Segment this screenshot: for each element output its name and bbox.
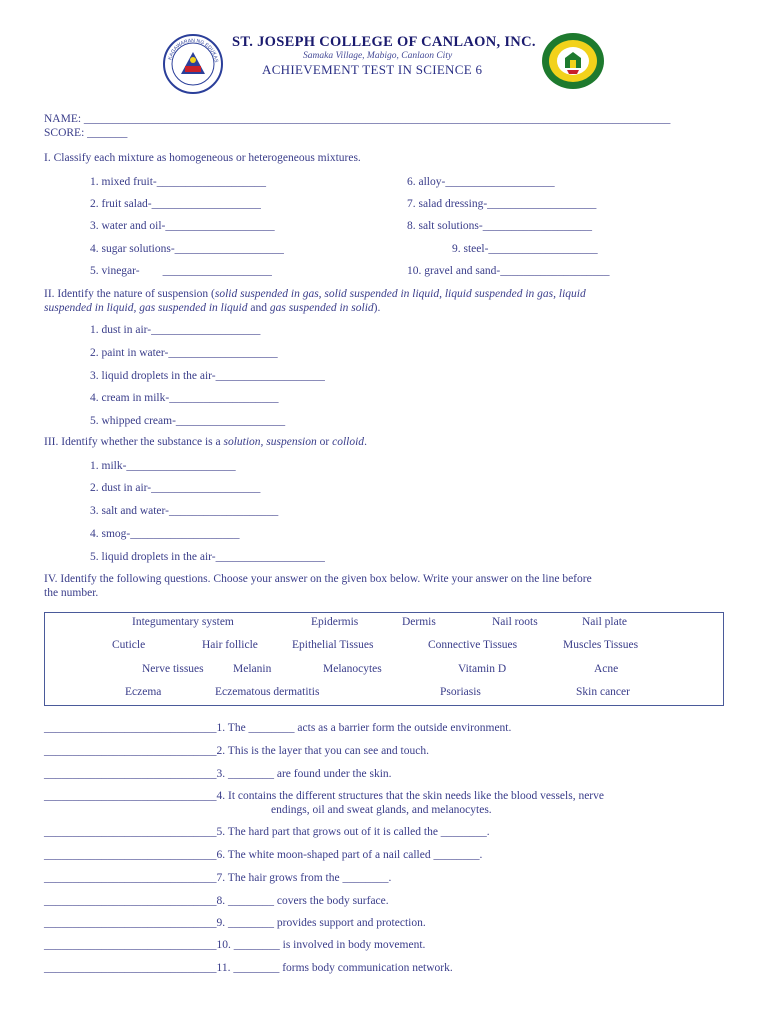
part1-item[interactable]: 1. mixed fruit-___________________ — [90, 176, 266, 188]
part3-instruction: III. Identify whether the substance is a solution, suspension or colloid. — [44, 436, 367, 448]
part3-item[interactable]: 2. dust in air-___________________ — [90, 482, 261, 494]
answer-blank[interactable]: ______________________________ — [44, 917, 217, 929]
part4-instruction-line2: the number. — [44, 587, 99, 599]
word-bank-item: Nail roots — [492, 616, 538, 628]
word-bank-item: Melanin — [233, 663, 272, 675]
part4-question-row — [44, 745, 429, 757]
part2-instruction-line1: II. Identify the nature of suspension (solid suspended in gas, solid suspended in liquid, liquid suspended in gas, liquid — [44, 288, 586, 300]
part1-item[interactable]: 8. salt solutions-___________________ — [407, 220, 592, 232]
answer-blank[interactable]: ______________________________ — [44, 722, 217, 734]
name-field[interactable]: NAME: ______________________________________________________________________________________________________ — [44, 113, 671, 125]
part4-question-row — [44, 895, 389, 907]
part2-item[interactable]: 1. dust in air-___________________ — [90, 324, 261, 336]
word-bank-box — [44, 612, 724, 706]
deped-seal-logo — [163, 34, 223, 94]
answer-blank[interactable]: ______________________________ — [44, 962, 217, 974]
word-bank-item: Dermis — [402, 616, 436, 628]
part1-item[interactable]: 9. steel-___________________ — [452, 243, 598, 255]
word-bank-item: Nail plate — [582, 616, 628, 628]
word-bank-item: Acne — [594, 663, 619, 675]
part3-item[interactable]: 5. liquid droplets in the air-___________________ — [90, 551, 325, 563]
part3-item[interactable]: 1. milk-___________________ — [90, 460, 236, 472]
answer-blank[interactable]: ______________________________ — [44, 849, 217, 861]
question-text: 10. ________ is involved in body movement. — [216, 939, 426, 951]
question-text: 8. ________ covers the body surface. — [216, 895, 389, 907]
part2-item[interactable]: 3. liquid droplets in the air-___________________ — [90, 370, 325, 382]
answer-blank[interactable]: ______________________________ — [44, 826, 217, 838]
part4-instruction-line1: IV. Identify the following questions. Choose your answer on the given box below. Write your answer on the line before — [44, 573, 592, 585]
part4-question-row — [44, 768, 392, 780]
question-text: 3. ________ are found under the skin. — [216, 768, 392, 780]
part1-instruction: I. Classify each mixture as homogeneous or heterogeneous mixtures. — [44, 152, 361, 164]
part4-question-row — [44, 872, 391, 884]
part1-item[interactable]: 3. water and oil-___________________ — [90, 220, 275, 232]
score-field[interactable]: SCORE: _______ — [44, 127, 128, 139]
part4-question-row — [44, 722, 511, 734]
word-bank-item: Vitamin D — [458, 663, 507, 675]
part1-item[interactable]: 4. sugar solutions-___________________ — [90, 243, 284, 255]
question-text: 5. The hard part that grows out of it is called the ________. — [216, 826, 490, 838]
word-bank-item: Integumentary system — [132, 616, 234, 628]
answer-blank[interactable]: ______________________________ — [44, 872, 217, 884]
svg-text:KAGAWARAN NG EDUKASYON: KAGAWARAN NG EDUKAS — [167, 37, 219, 63]
word-bank-item: Eczematous dermatitis — [215, 686, 320, 698]
word-bank-item: Epithelial Tissues — [292, 639, 374, 651]
answer-blank[interactable]: ______________________________ — [44, 768, 217, 780]
word-bank-item: Cuticle — [112, 639, 146, 651]
part4-question-row — [44, 962, 453, 974]
word-bank-item: Nerve tissues — [142, 663, 204, 675]
answer-blank[interactable]: ______________________________ — [44, 895, 217, 907]
part4-question-row — [44, 826, 490, 838]
word-bank-item: Muscles Tissues — [563, 639, 639, 651]
part2-item[interactable]: 2. paint in water-___________________ — [90, 347, 278, 359]
part4-question-row — [44, 849, 482, 861]
school-seal-logo — [541, 32, 605, 90]
question-continuation: endings, oil and sweat glands, and melanocytes. — [271, 804, 492, 816]
word-bank-item: Melanocytes — [323, 663, 382, 675]
part4-question-row — [44, 917, 426, 929]
question-text: 4. It contains the different structures that the skin needs like the blood vessels, nerve — [216, 790, 604, 802]
part1-item[interactable]: 2. fruit salad-___________________ — [90, 198, 261, 210]
question-text: 1. The ________ acts as a barrier form the outside environment. — [216, 722, 512, 734]
part4-question-row — [44, 939, 425, 951]
school-address: Samaka Village, Mabigo, Canlaon City — [303, 51, 453, 61]
part1-item[interactable]: 7. salad dressing-___________________ — [407, 198, 597, 210]
part1-item[interactable]: 5. vinegar- ___________________ — [90, 265, 272, 277]
word-bank-item: Hair follicle — [202, 639, 258, 651]
test-title: ACHIEVEMENT TEST IN SCIENCE 6 — [262, 62, 483, 77]
answer-blank[interactable]: ______________________________ — [44, 790, 217, 802]
answer-blank[interactable]: ______________________________ — [44, 939, 217, 951]
word-bank-item: Connective Tissues — [428, 639, 518, 651]
word-bank-item: Epidermis — [311, 616, 359, 628]
answer-blank[interactable]: ______________________________ — [44, 745, 217, 757]
part2-item[interactable]: 4. cream in milk-___________________ — [90, 392, 279, 404]
part2-instruction-line2: suspended in liquid, gas suspended in liquid and gas suspended in solid). — [44, 302, 381, 314]
word-bank-item: Skin cancer — [576, 686, 630, 698]
part4-question-row — [44, 790, 604, 802]
question-text: 6. The white moon-shaped part of a nail called ________. — [216, 849, 483, 861]
part3-item[interactable]: 4. smog-___________________ — [90, 528, 240, 540]
part2-item[interactable]: 5. whipped cream-___________________ — [90, 415, 286, 427]
question-text: 11. ________ forms body communication network. — [216, 962, 453, 974]
school-name: ST. JOSEPH COLLEGE OF CANLAON, INC. — [232, 34, 536, 50]
question-text: 2. This is the layer that you can see and touch. — [216, 745, 429, 757]
part3-item[interactable]: 3. salt and water-___________________ — [90, 505, 279, 517]
part1-item[interactable]: 10. gravel and sand-___________________ — [407, 265, 610, 277]
question-text: 9. ________ provides support and protection. — [216, 917, 426, 929]
word-bank-item: Psoriasis — [440, 686, 481, 698]
part1-item[interactable]: 6. alloy-___________________ — [407, 176, 555, 188]
word-bank-item: Eczema — [125, 686, 162, 698]
question-text: 7. The hair grows from the ________. — [216, 872, 392, 884]
